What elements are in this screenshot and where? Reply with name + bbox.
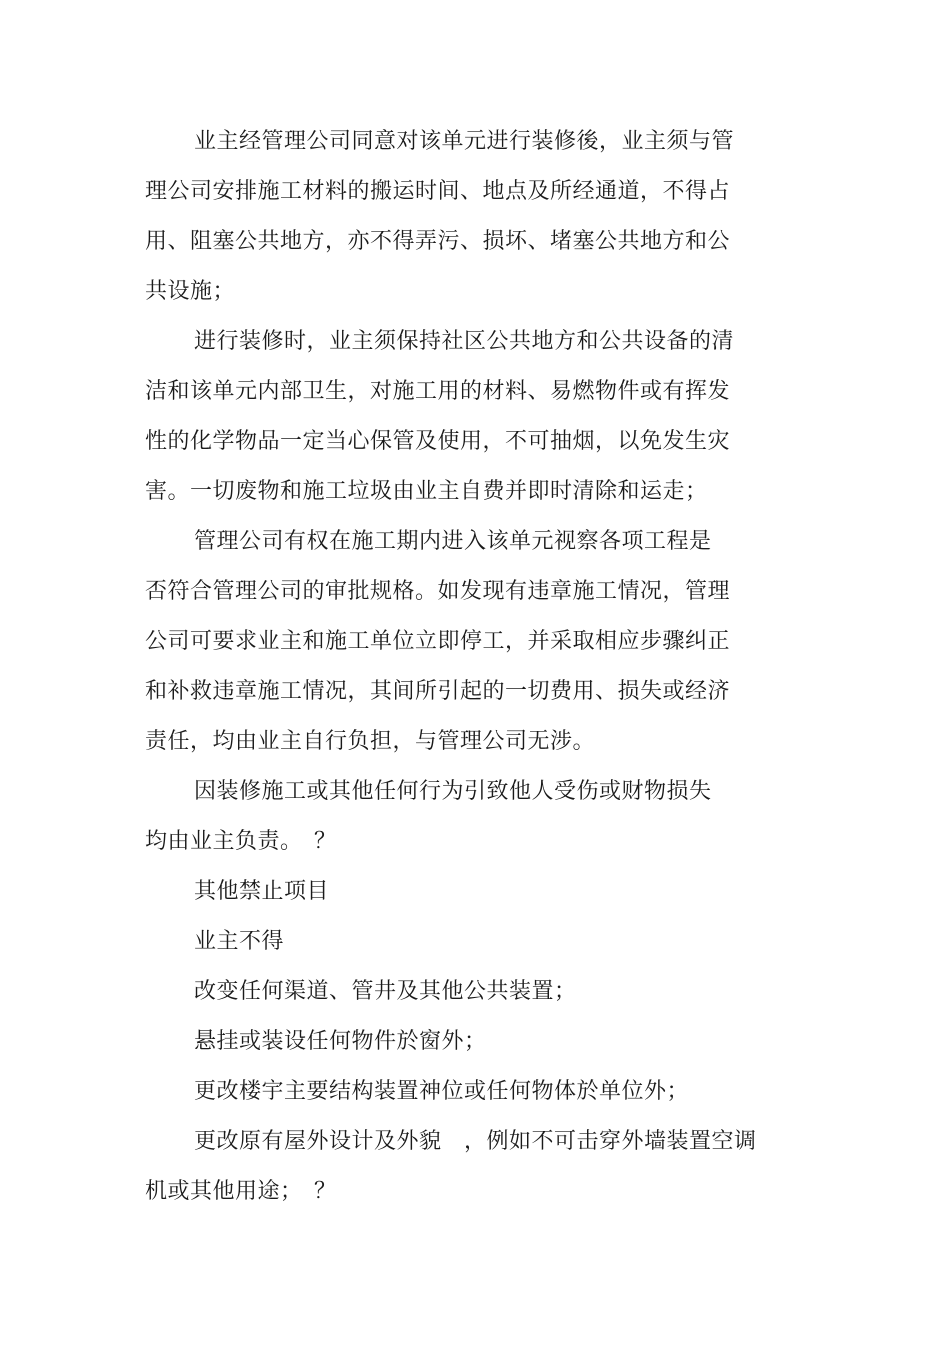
prohibition-item-4-line-2: 机或其他用途； ？ bbox=[145, 1179, 337, 1204]
paragraph-4-line-2: 均由业主负责。 ？ bbox=[145, 829, 337, 854]
prohibition-item-1: 改变任何渠道、管井及其他公共装置； bbox=[194, 979, 577, 1004]
paragraph-4-line-1: 因装修施工或其他任何行为引致他人受伤或财物损失 bbox=[194, 779, 712, 804]
section-heading: 其他禁止项目 bbox=[194, 879, 330, 904]
paragraph-3-line-1: 管理公司有权在施工期内进入该单元视察各项工程是 bbox=[194, 529, 712, 554]
paragraph-1-line-4: 共设施； bbox=[145, 279, 236, 304]
paragraph-3-line-4: 和补救违章施工情况，其间所引起的一切费用、损失或经济 bbox=[145, 679, 731, 704]
paragraph-1-line-1: 业主经管理公司同意对该单元进行装修後，业主须与管 bbox=[194, 129, 735, 154]
paragraph-2-line-2: 洁和该单元内部卫生，对施工用的材料、易燃物件或有挥发 bbox=[145, 379, 731, 404]
paragraph-2-line-1: 进行装修时，业主须保持社区公共地方和公共设备的清 bbox=[194, 329, 735, 354]
paragraph-3-line-3: 公司可要求业主和施工单位立即停工，并采取相应步骤纠正 bbox=[145, 629, 731, 654]
prohibition-item-4-line-1: 更改原有屋外设计及外貌 ，例如不可击穿外墙装置空调 bbox=[194, 1129, 757, 1154]
prohibition-item-2: 悬挂或装设任何物件於窗外； bbox=[194, 1029, 487, 1054]
prohibition-intro: 业主不得 bbox=[194, 929, 285, 954]
paragraph-3-line-5: 责任，均由业主自行负担，与管理公司无涉。 bbox=[145, 729, 596, 754]
paragraph-2-line-4: 害。一切废物和施工垃圾由业主自费并即时清除和运走； bbox=[145, 479, 708, 504]
paragraph-3-line-2: 否符合管理公司的审批规格。如发现有违章施工情况，管理 bbox=[145, 579, 731, 604]
paragraph-1-line-3: 用、阻塞公共地方，亦不得弄污、损坏、堵塞公共地方和公 bbox=[145, 229, 731, 254]
paragraph-1-line-2: 理公司安排施工材料的搬运时间、地点及所经通道，不得占 bbox=[145, 179, 731, 204]
paragraph-2-line-3: 性的化学物品一定当心保管及使用，不可抽烟，以免发生灾 bbox=[145, 429, 731, 454]
prohibition-item-3: 更改楼宇主要结构装置神位或任何物体於单位外； bbox=[194, 1079, 690, 1104]
